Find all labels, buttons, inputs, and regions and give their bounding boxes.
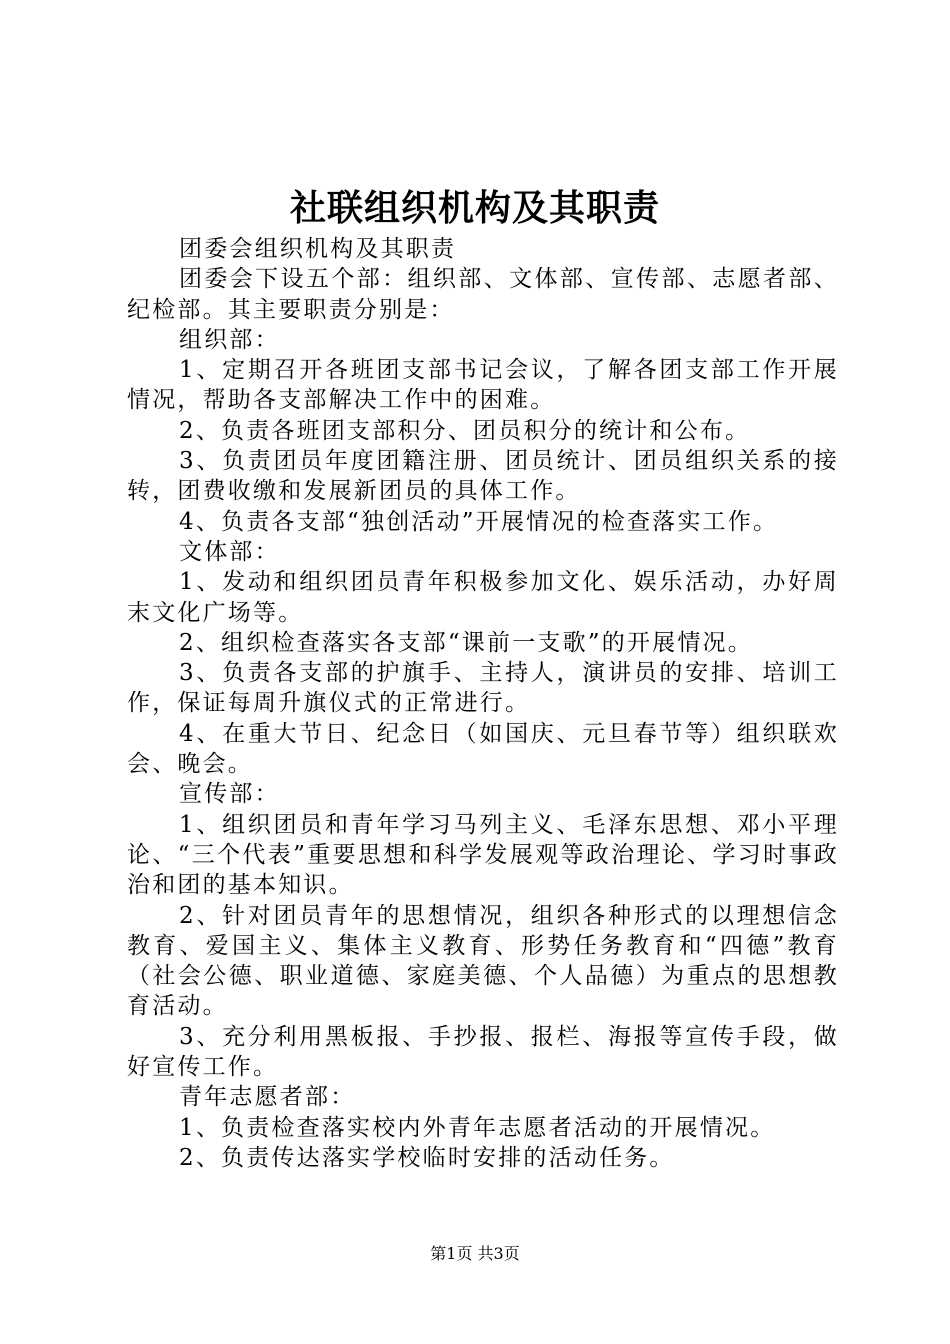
paragraph: 3、充分利用黑板报、手抄报、报栏、海报等宣传手段，做好宣传工作。: [127, 1023, 839, 1081]
paragraph: 1、定期召开各班团支部书记会议，了解各团支部工作开展情况，帮助各支部解决工作中的困难。: [127, 357, 839, 414]
paragraph: 4、在重大节日、纪念日（如国庆、元旦春节等）组织联欢会、晚会。: [127, 720, 839, 778]
paragraph: 2、负责传达落实学校临时安排的活动任务。: [179, 1144, 675, 1171]
paragraph: 2、组织检查落实各支部“课前一支歌”的开展情况。: [179, 629, 753, 656]
document-title: 社联组织机构及其职责: [289, 187, 660, 229]
section-heading: 文体部：: [179, 538, 280, 565]
section-heading: 组织部：: [179, 326, 280, 353]
section-heading: 宣传部：: [179, 781, 280, 808]
paragraph: 1、组织团员和青年学习马列主义、毛泽东思想、邓小平理论、“三个代表”重要思想和科学发展观等政治理论、学习时事政治和团的基本知识。: [127, 811, 839, 899]
paragraph: 3、负责团员年度团籍注册、团员统计、团员组织关系的接转，团费收缴和发展新团员的具体工作。: [127, 448, 839, 505]
section-heading: 青年志愿者部：: [179, 1084, 356, 1111]
page-footer: 第1页 共3页: [430, 1244, 520, 1263]
paragraph: 1、负责检查落实校内外青年志愿者活动的开展情况。: [179, 1114, 776, 1141]
paragraph: 2、针对团员青年的思想情况，组织各种形式的以理想信念教育、爱国主义、集体主义教育、形势任务教育和“四德”教育（社会公德、职业道德、家庭美德、个人品德）为重点的思想教育活动。: [127, 902, 839, 1020]
paragraph: 4、负责各支部“独创活动”开展情况的检查落实工作。: [179, 508, 779, 535]
paragraph: 团委会组织机构及其职责: [179, 236, 457, 262]
paragraph: 3、负责各支部的护旗手、主持人，演讲员的安排、培训工作，保证每周升旗仪式的正常进行。: [127, 660, 839, 717]
paragraph: 1、发动和组织团员青年积极参加文化、娱乐活动，办好周末文化广场等。: [127, 569, 839, 626]
paragraph: 团委会下设五个部：组织部、文体部、宣传部、志愿者部、纪检部。其主要职责分别是：: [127, 266, 839, 323]
paragraph: 2、负责各班团支部积分、团员积分的统计和公布。: [179, 417, 751, 444]
document-body: [127, 234, 839, 1173]
